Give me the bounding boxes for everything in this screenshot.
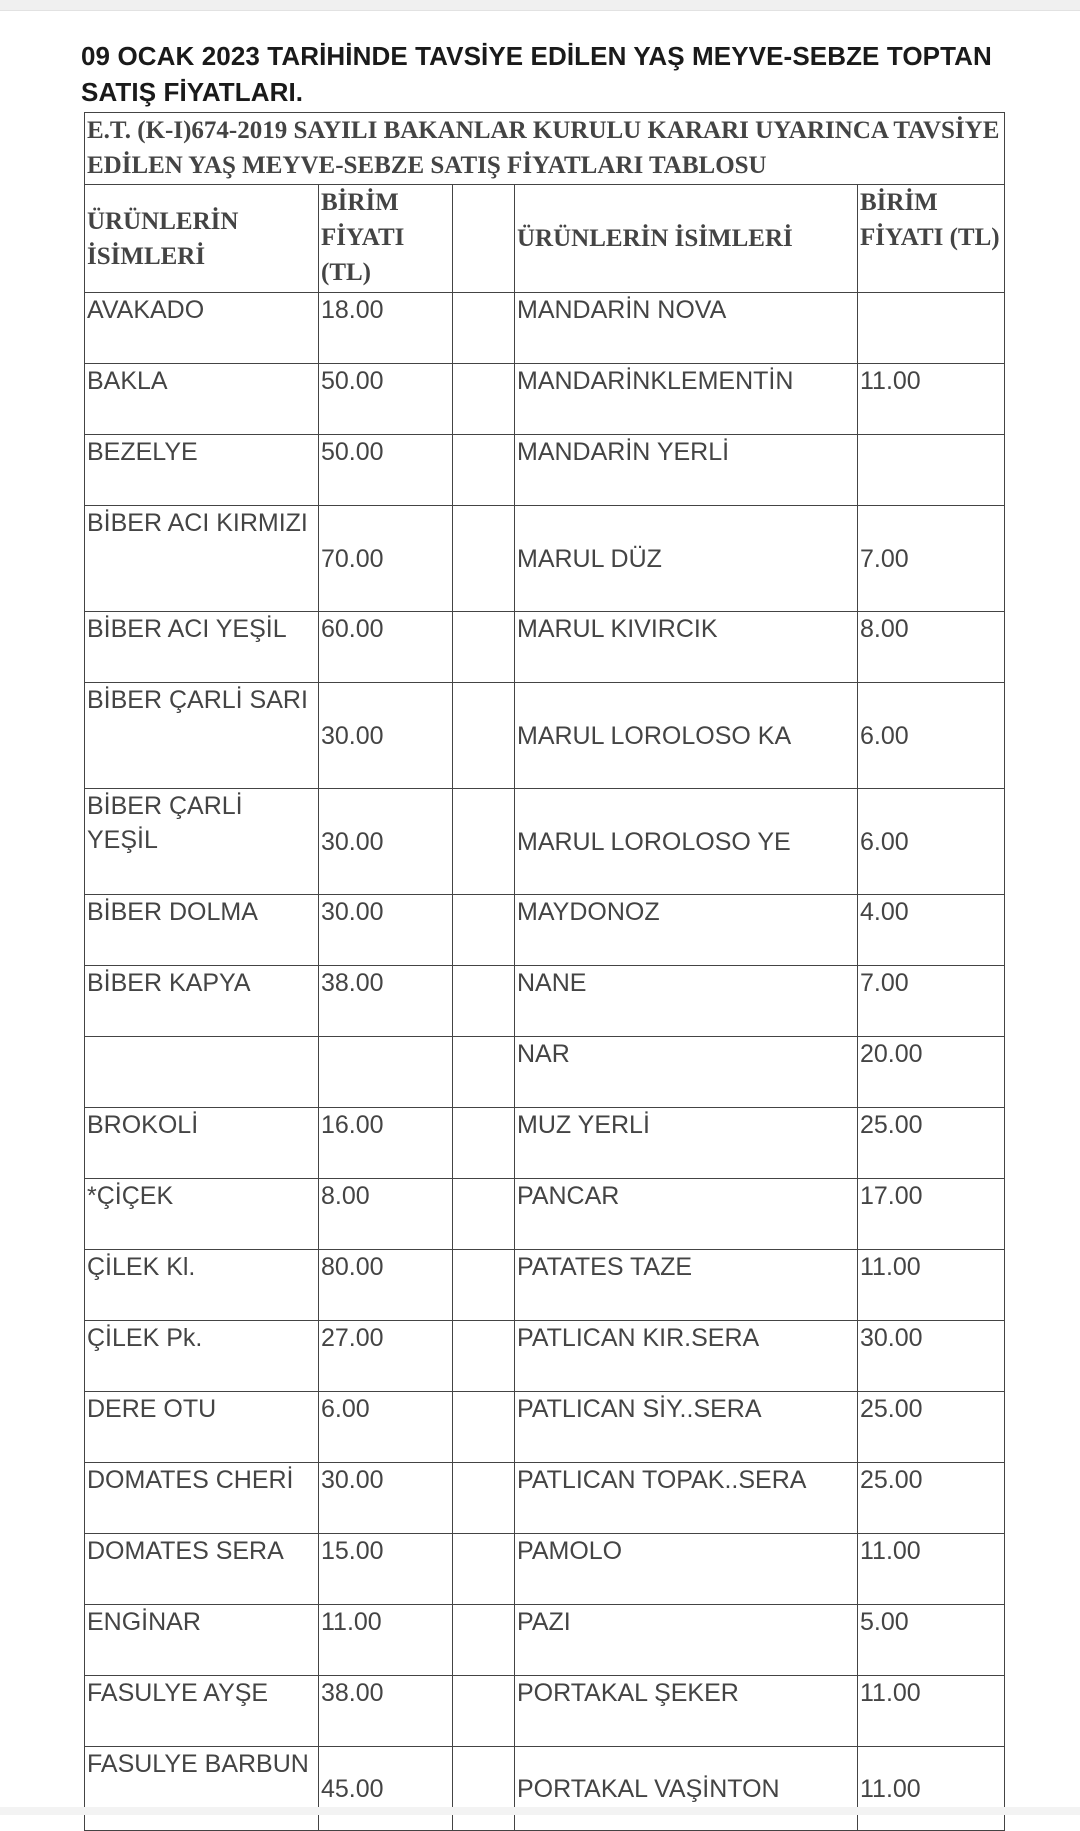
- product-name-left: [85, 1037, 319, 1108]
- header-left-price: BİRİM FİYATI (TL): [319, 185, 453, 293]
- spacer-cell: [453, 1676, 515, 1747]
- product-name-right: MANDARİN NOVA: [515, 293, 858, 364]
- bottom-edge: [0, 1807, 1080, 1815]
- product-name-right: MANDARİNKLEMENTİN: [515, 364, 858, 435]
- unit-price-left: 16.00: [319, 1108, 453, 1179]
- spacer-cell: [453, 895, 515, 966]
- table-caption: E.T. (K-I)674-2019 SAYILI BAKANLAR KURULU KARARI UYARINCA TAVSİYE EDİLEN YAŞ MEYVE-SEBZE SATIŞ FİYATLARI TABLOSU: [85, 113, 1005, 185]
- unit-price-left: 38.00: [319, 1676, 453, 1747]
- product-name-left: BİBER KAPYA: [85, 966, 319, 1037]
- table-row: [85, 1179, 1005, 1250]
- unit-price-left: 70.00: [319, 506, 453, 612]
- product-name-left: BROKOLİ: [85, 1108, 319, 1179]
- unit-price-right: 11.00: [858, 1534, 1005, 1605]
- unit-price-left: 15.00: [319, 1534, 453, 1605]
- unit-price-left: 27.00: [319, 1321, 453, 1392]
- spacer-cell: [453, 789, 515, 895]
- unit-price-right: 7.00: [858, 506, 1005, 612]
- table-row: [85, 1463, 1005, 1534]
- unit-price-left: 80.00: [319, 1250, 453, 1321]
- product-name-left: ENGİNAR: [85, 1605, 319, 1676]
- unit-price-left: 18.00: [319, 293, 453, 364]
- unit-price-right: 5.00: [858, 1605, 1005, 1676]
- product-name-right: PATATES TAZE: [515, 1250, 858, 1321]
- table-row: [85, 435, 1005, 506]
- unit-price-left: 6.00: [319, 1392, 453, 1463]
- spacer-cell: [453, 966, 515, 1037]
- product-name-left: BİBER DOLMA: [85, 895, 319, 966]
- table-row: [85, 1747, 1005, 1831]
- unit-price-right: 11.00: [858, 364, 1005, 435]
- product-name-right: PAMOLO: [515, 1534, 858, 1605]
- unit-price-right: 20.00: [858, 1037, 1005, 1108]
- unit-price-left: 38.00: [319, 966, 453, 1037]
- table-row: [85, 612, 1005, 683]
- top-scroll-bar: [0, 0, 1080, 11]
- product-name-left: DERE OTU: [85, 1392, 319, 1463]
- spacer-cell: [453, 185, 515, 293]
- product-name-right: NAR: [515, 1037, 858, 1108]
- product-name-right: MAYDONOZ: [515, 895, 858, 966]
- product-name-left: BİBER ACI KIRMIZI: [85, 506, 319, 612]
- spacer-cell: [453, 1037, 515, 1108]
- unit-price-right: 17.00: [858, 1179, 1005, 1250]
- product-name-right: MUZ YERLİ: [515, 1108, 858, 1179]
- unit-price-right: 8.00: [858, 612, 1005, 683]
- unit-price-right: 30.00: [858, 1321, 1005, 1392]
- table-row: [85, 1321, 1005, 1392]
- table-row: [85, 293, 1005, 364]
- product-name-right: MARUL DÜZ: [515, 506, 858, 612]
- unit-price-left: 45.00: [319, 1747, 453, 1831]
- unit-price-left: 30.00: [319, 1463, 453, 1534]
- product-name-left: FASULYE AYŞE: [85, 1676, 319, 1747]
- unit-price-left: [319, 1037, 453, 1108]
- unit-price-right: 6.00: [858, 789, 1005, 895]
- product-name-left: ÇİLEK Pk.: [85, 1321, 319, 1392]
- unit-price-right: 11.00: [858, 1676, 1005, 1747]
- product-name-left: DOMATES CHERİ: [85, 1463, 319, 1534]
- product-name-right: PORTAKAL ŞEKER: [515, 1676, 858, 1747]
- header-right-name: ÜRÜNLERİN İSİMLERİ: [515, 185, 858, 293]
- product-name-right: NANE: [515, 966, 858, 1037]
- unit-price-right: 25.00: [858, 1108, 1005, 1179]
- table-row: [85, 1037, 1005, 1108]
- unit-price-right: 25.00: [858, 1392, 1005, 1463]
- product-name-left: BEZELYE: [85, 435, 319, 506]
- table-header-row: [85, 185, 1005, 293]
- spacer-cell: [453, 612, 515, 683]
- table-row: [85, 789, 1005, 895]
- spacer-cell: [453, 293, 515, 364]
- product-name-left: *ÇİÇEK: [85, 1179, 319, 1250]
- unit-price-left: 11.00: [319, 1605, 453, 1676]
- spacer-cell: [453, 1321, 515, 1392]
- product-name-left: BİBER ACI YEŞİL: [85, 612, 319, 683]
- table-row: [85, 966, 1005, 1037]
- table-row: [85, 683, 1005, 789]
- table-caption-row: [85, 113, 1005, 185]
- spacer-cell: [453, 683, 515, 789]
- unit-price-left: 50.00: [319, 435, 453, 506]
- spacer-cell: [453, 1534, 515, 1605]
- unit-price-right: 25.00: [858, 1463, 1005, 1534]
- product-name-right: PANCAR: [515, 1179, 858, 1250]
- product-name-left: FASULYE BARBUN: [85, 1747, 319, 1831]
- unit-price-right: 11.00: [858, 1250, 1005, 1321]
- product-name-left: ÇİLEK Kl.: [85, 1250, 319, 1321]
- product-name-right: PATLICAN TOPAK..SERA: [515, 1463, 858, 1534]
- table-row: [85, 1392, 1005, 1463]
- spacer-cell: [453, 506, 515, 612]
- product-name-right: MARUL LOROLOSO YE: [515, 789, 858, 895]
- product-name-left: BAKLA: [85, 364, 319, 435]
- unit-price-left: 60.00: [319, 612, 453, 683]
- spacer-cell: [453, 1108, 515, 1179]
- product-name-right: PAZI: [515, 1605, 858, 1676]
- unit-price-left: 30.00: [319, 683, 453, 789]
- product-name-right: PATLICAN SİY..SERA: [515, 1392, 858, 1463]
- price-table: [84, 112, 1005, 1831]
- unit-price-left: 50.00: [319, 364, 453, 435]
- table-row: [85, 895, 1005, 966]
- page-title: 09 OCAK 2023 TARİHİNDE TAVSİYE EDİLEN YAŞ MEYVE-SEBZE TOPTAN SATIŞ FİYATLARI.: [81, 41, 992, 107]
- product-name-left: BİBER ÇARLİ SARI: [85, 683, 319, 789]
- product-name-right: PATLICAN KIR.SERA: [515, 1321, 858, 1392]
- product-name-right: MARUL LOROLOSO KA: [515, 683, 858, 789]
- product-name-right: PORTAKAL VAŞİNTON: [515, 1747, 858, 1831]
- unit-price-left: 30.00: [319, 895, 453, 966]
- unit-price-left: 8.00: [319, 1179, 453, 1250]
- unit-price-right: 7.00: [858, 966, 1005, 1037]
- spacer-cell: [453, 1463, 515, 1534]
- unit-price-right: [858, 293, 1005, 364]
- unit-price-right: 4.00: [858, 895, 1005, 966]
- spacer-cell: [453, 1250, 515, 1321]
- product-name-right: MANDARİN YERLİ: [515, 435, 858, 506]
- product-name-right: MARUL KIVIRCIK: [515, 612, 858, 683]
- product-name-left: AVAKADO: [85, 293, 319, 364]
- table-row: [85, 506, 1005, 612]
- spacer-cell: [453, 435, 515, 506]
- spacer-cell: [453, 1747, 515, 1831]
- unit-price-left: 30.00: [319, 789, 453, 895]
- unit-price-right: 11.00: [858, 1747, 1005, 1831]
- header-right-price: BİRİM FİYATI (TL): [858, 185, 1005, 293]
- spacer-cell: [453, 1392, 515, 1463]
- table-row: [85, 1108, 1005, 1179]
- product-name-left: BİBER ÇARLİ YEŞİL: [85, 789, 319, 895]
- table-row: [85, 1534, 1005, 1605]
- unit-price-right: [858, 435, 1005, 506]
- spacer-cell: [453, 1179, 515, 1250]
- unit-price-right: 6.00: [858, 683, 1005, 789]
- table-row: [85, 1676, 1005, 1747]
- product-name-left: DOMATES SERA: [85, 1534, 319, 1605]
- header-left-name: ÜRÜNLERİN İSİMLERİ: [85, 185, 319, 293]
- table-row: [85, 1250, 1005, 1321]
- spacer-cell: [453, 364, 515, 435]
- spacer-cell: [453, 1605, 515, 1676]
- table-row: [85, 1605, 1005, 1676]
- table-row: [85, 364, 1005, 435]
